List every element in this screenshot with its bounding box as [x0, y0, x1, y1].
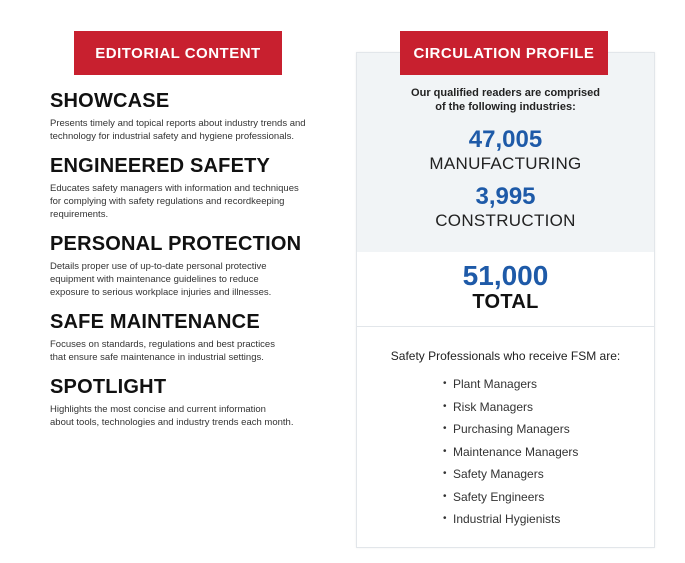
section-engineered-safety: [50, 155, 340, 221]
description-line: Educates safety managers with information and techniques: [50, 183, 299, 194]
editorial-content-banner: [74, 31, 282, 75]
recipient-label: Risk Managers: [453, 399, 534, 414]
recipients-heading: Safety Professionals who receive FSM are:: [390, 349, 621, 363]
bullet-icon: •: [443, 400, 447, 412]
section-description: [50, 260, 340, 299]
bullet-icon: •: [443, 490, 447, 502]
total-count: 51,000: [462, 260, 549, 291]
description-line: requirements.: [50, 209, 109, 220]
section-title: ENGINEERED SAFETY: [50, 155, 271, 177]
list-item: [443, 441, 578, 464]
section-description: [50, 403, 340, 429]
manufacturing-count: 47,005: [468, 126, 543, 153]
section-description: [50, 117, 340, 143]
circulation-profile-banner: [400, 31, 608, 75]
recipient-label: Safety Managers: [453, 467, 544, 481]
description-line: exposure to serious workplace injuries and illnesses.: [50, 287, 272, 298]
construction-count: 3,995: [475, 183, 536, 210]
description-line: equipment with maintenance guidelines to reduce: [50, 274, 259, 285]
section-title: PERSONAL PROTECTION: [50, 233, 302, 255]
section-showcase: [50, 90, 340, 143]
circulation-profile-banner-label: CIRCULATION PROFILE: [413, 44, 595, 62]
list-item: [443, 373, 578, 396]
section-title: SHOWCASE: [50, 90, 170, 112]
description-line: technology for industrial safety and hygiene professionals.: [50, 131, 294, 142]
description-line: that ensure safe maintenance in industrial settings.: [50, 352, 264, 363]
bullet-icon: •: [443, 513, 447, 524]
intro-line: Our qualified readers are comprised: [411, 87, 600, 99]
manufacturing-label: MANUFACTURING: [429, 154, 582, 173]
list-item: [443, 486, 578, 509]
total-label: TOTAL: [472, 291, 539, 313]
section-safe-maintenance: [50, 311, 340, 364]
description-line: Highlights the most concise and current information: [50, 404, 266, 415]
description-line: Presents timely and topical reports about industry trends and: [50, 118, 306, 129]
recipient-label: Safety Engineers: [453, 489, 545, 504]
section-description: [50, 338, 340, 364]
section-title: SAFE MAINTENANCE: [50, 311, 260, 333]
bullet-icon: •: [443, 468, 447, 479]
description-line: Focuses on standards, regulations and best practices: [50, 339, 275, 350]
description-line: about tools, technologies and industry trends each month.: [50, 417, 294, 428]
list-item: [443, 396, 578, 419]
recipient-label: Industrial Hygienists: [453, 512, 561, 526]
section-title: SPOTLIGHT: [50, 376, 167, 398]
recipient-label: Purchasing Managers: [453, 422, 570, 436]
list-item: [443, 463, 578, 486]
circulation-profile-panel: [356, 52, 655, 548]
section-spotlight: [50, 376, 340, 429]
section-description: [50, 182, 340, 221]
bullet-icon: •: [443, 445, 447, 457]
bullet-icon: •: [443, 423, 447, 434]
description-line: for complying with safety regulations and recordkeeping: [50, 196, 285, 207]
recipients-list: [443, 373, 578, 531]
construction-label: CONSTRUCTION: [435, 211, 576, 230]
recipient-label: Maintenance Managers: [453, 444, 579, 459]
description-line: Details proper use of up-to-date personal protective: [50, 261, 267, 272]
bullet-icon: •: [443, 378, 447, 389]
list-item: [443, 418, 578, 441]
intro-line: of the following industries:: [435, 101, 576, 113]
panel-divider: [357, 326, 654, 327]
circulation-intro: [357, 86, 654, 114]
editorial-content-banner-label: EDITORIAL CONTENT: [95, 44, 261, 62]
recipient-label: Plant Managers: [453, 377, 538, 391]
editorial-sections: [50, 90, 340, 441]
list-item: [443, 508, 578, 531]
section-personal-protection: [50, 233, 340, 299]
